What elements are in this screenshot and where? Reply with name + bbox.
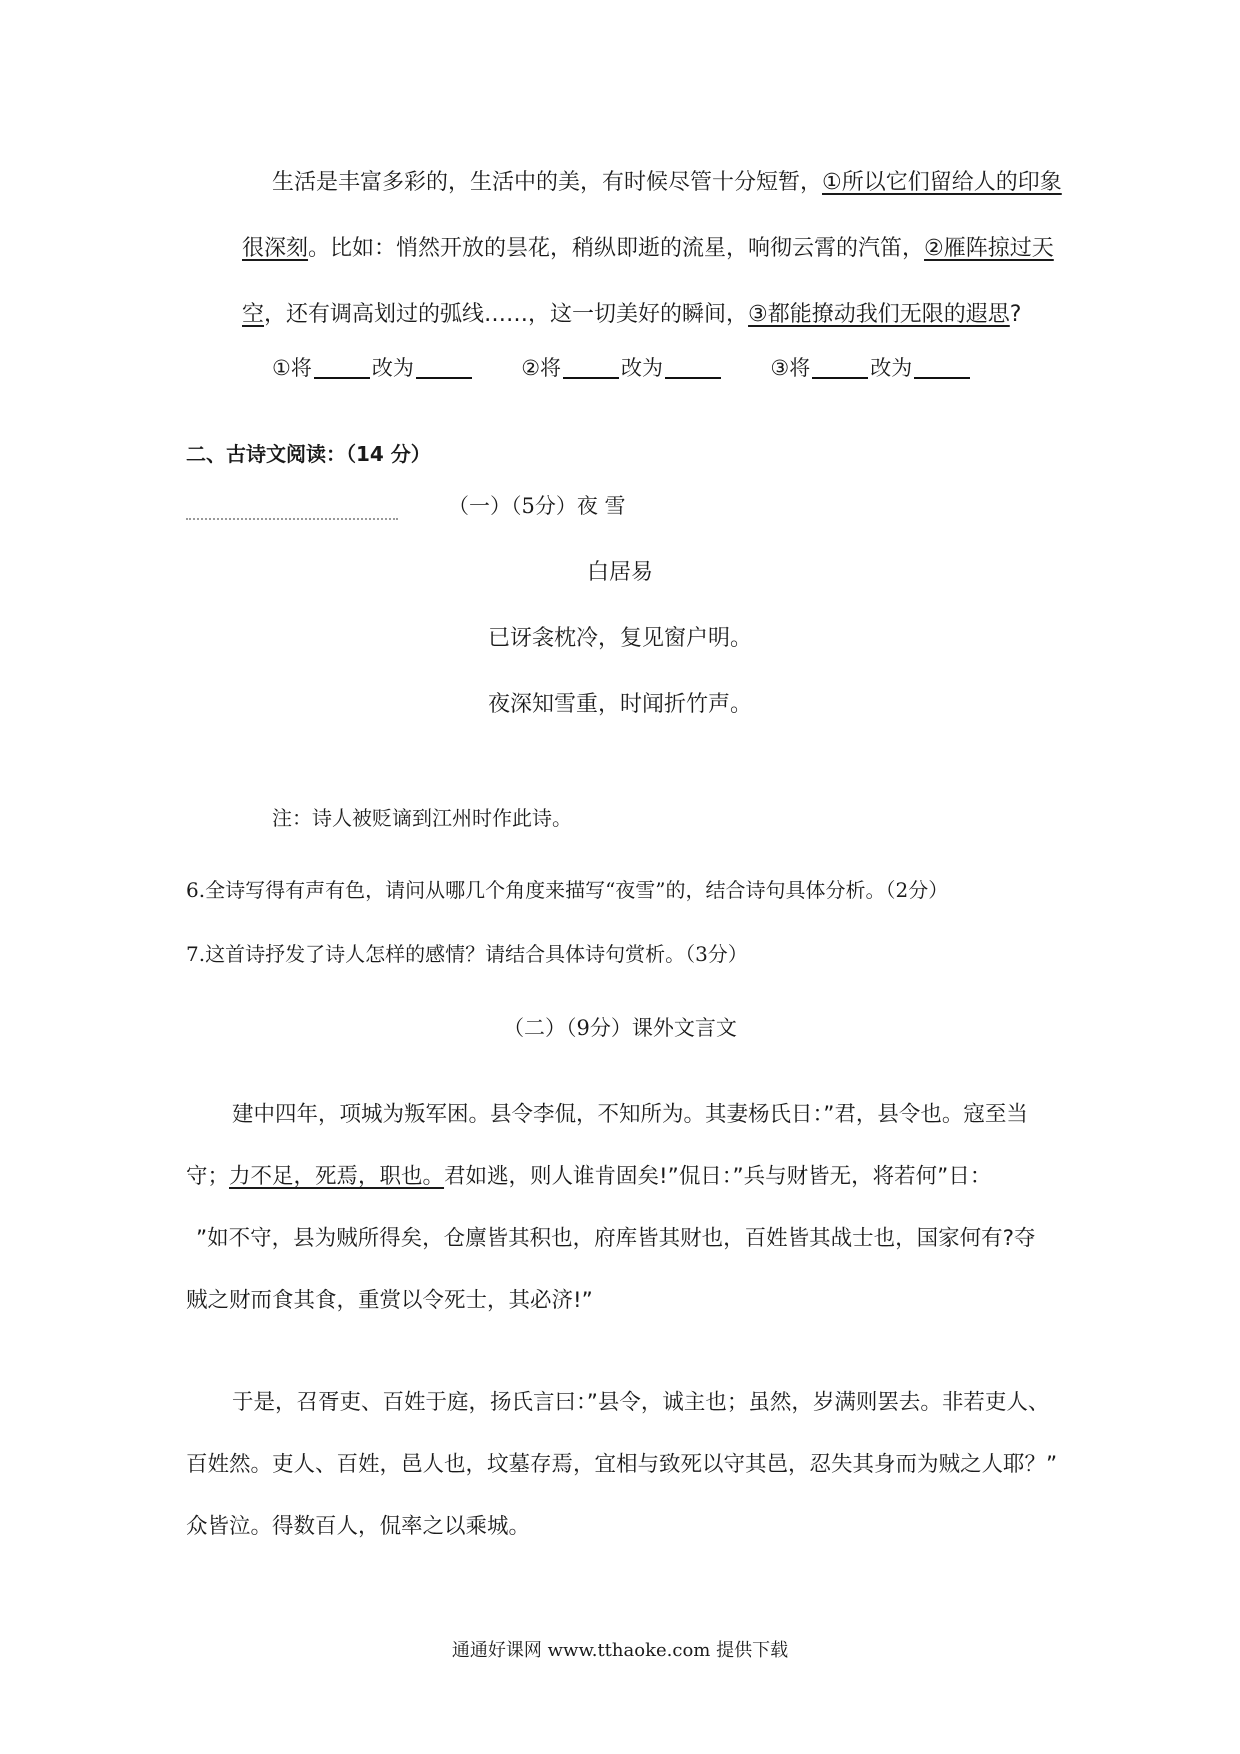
underlined-phrase-2-end: 空 xyxy=(242,302,265,327)
fill-label: 改为 xyxy=(870,356,913,380)
answer-blank[interactable] xyxy=(314,359,370,379)
prose-p2-line-2: 百姓然。吏人、百姓，邑人也，坟墓存焉，宜相与致死以守其邑，忍失其身而为贼之人耶？” xyxy=(186,1452,1058,1477)
answer-blank[interactable] xyxy=(665,359,721,379)
section-heading: 二、古诗文阅读：（14 分） xyxy=(186,442,431,466)
prose-text: 君如逃，则人谁肯固矣!”侃日：”兵与财皆无，将若何”日： xyxy=(444,1164,992,1189)
poem-line-1: 已讶衾枕冷，复见窗户明。 xyxy=(487,626,752,651)
poem-line-2: 夜深知雪重，时闻折竹声。 xyxy=(487,692,752,717)
fill-label: ③将 xyxy=(770,356,811,380)
answer-blank[interactable] xyxy=(563,359,619,379)
answer-blank[interactable] xyxy=(914,359,970,379)
question-6: 6.全诗写得有声有色，请问从哪几个角度来描写“夜雪”的，结合诗句具体分析。（2分） xyxy=(186,878,949,902)
para-text: 。比如：悄然开放的昙花，稍纵即逝的流星，响彻云霄的汽笛， xyxy=(308,236,925,261)
dotted-divider xyxy=(186,518,398,520)
poem-note: 注：诗人被贬谪到江州时作此诗。 xyxy=(272,806,572,830)
fill-label: ②将 xyxy=(521,356,562,380)
underlined-phrase-2: ②雁阵掠过天 xyxy=(924,236,1054,261)
page-footer: 通通好课网 www.tthaoke.com 提供下载 xyxy=(451,1640,789,1661)
para-text: ，还有调高划过的弧线……，这一切美好的瞬间， xyxy=(264,302,749,327)
prose-p1-line-3: ”如不守，县为贼所得矣，仓廪皆其积也，府库皆其财也，百姓皆其战士也，国家何有?夺 xyxy=(196,1226,1036,1251)
underlined-phrase-3: ③都能撩动我们无限的遐思 xyxy=(748,302,1010,327)
prose-text: 守； xyxy=(186,1164,230,1189)
fill-label: 改为 xyxy=(621,356,664,380)
underlined-phrase-1: ①所以它们留给人的印象 xyxy=(822,170,1062,195)
fill-in-row xyxy=(272,358,972,379)
para-line-1 xyxy=(272,172,1062,194)
prose-p2-line-1: 于是，召胥吏、百姓于庭，扬氏言曰：”县令，诚主也；虽然，岁满则罢去。非若吏人、 xyxy=(232,1390,1050,1415)
underlined-sentence: 力不足，死焉，职也。 xyxy=(229,1164,445,1189)
answer-blank[interactable] xyxy=(812,359,868,379)
para-text: 生活是丰富多彩的，生活中的美，有时候尽管十分短暂， xyxy=(272,170,823,195)
para-line-2 xyxy=(242,238,1054,260)
poem-title: （一）（5分）夜 雪 xyxy=(448,494,626,518)
para-line-3 xyxy=(242,304,1021,326)
prose-p1-line-4: 贼之财而食其食，重赏以令死士，其必济!” xyxy=(186,1288,593,1313)
para-text: ? xyxy=(1009,302,1022,327)
fill-label: 改为 xyxy=(371,356,414,380)
fill-label: ①将 xyxy=(272,356,312,380)
answer-blank[interactable] xyxy=(416,359,472,379)
prose-p1-line-1: 建中四年，项城为叛军困。县令李侃，不知所为。其妻杨氏日：”君，县令也。寇至当 xyxy=(232,1102,1028,1127)
poem-author: 白居易 xyxy=(586,560,653,585)
prose-p2-line-3: 众皆泣。得数百人，侃率之以乘城。 xyxy=(186,1514,531,1539)
question-7: 7.这首诗抒发了诗人怎样的感情？请结合具体诗句赏析。（3分） xyxy=(186,942,748,966)
prose-p1-line-2 xyxy=(186,1166,991,1188)
underlined-phrase-1-end: 很深刻 xyxy=(242,236,309,261)
prose-title: （二）（9分）课外文言文 xyxy=(503,1016,737,1040)
